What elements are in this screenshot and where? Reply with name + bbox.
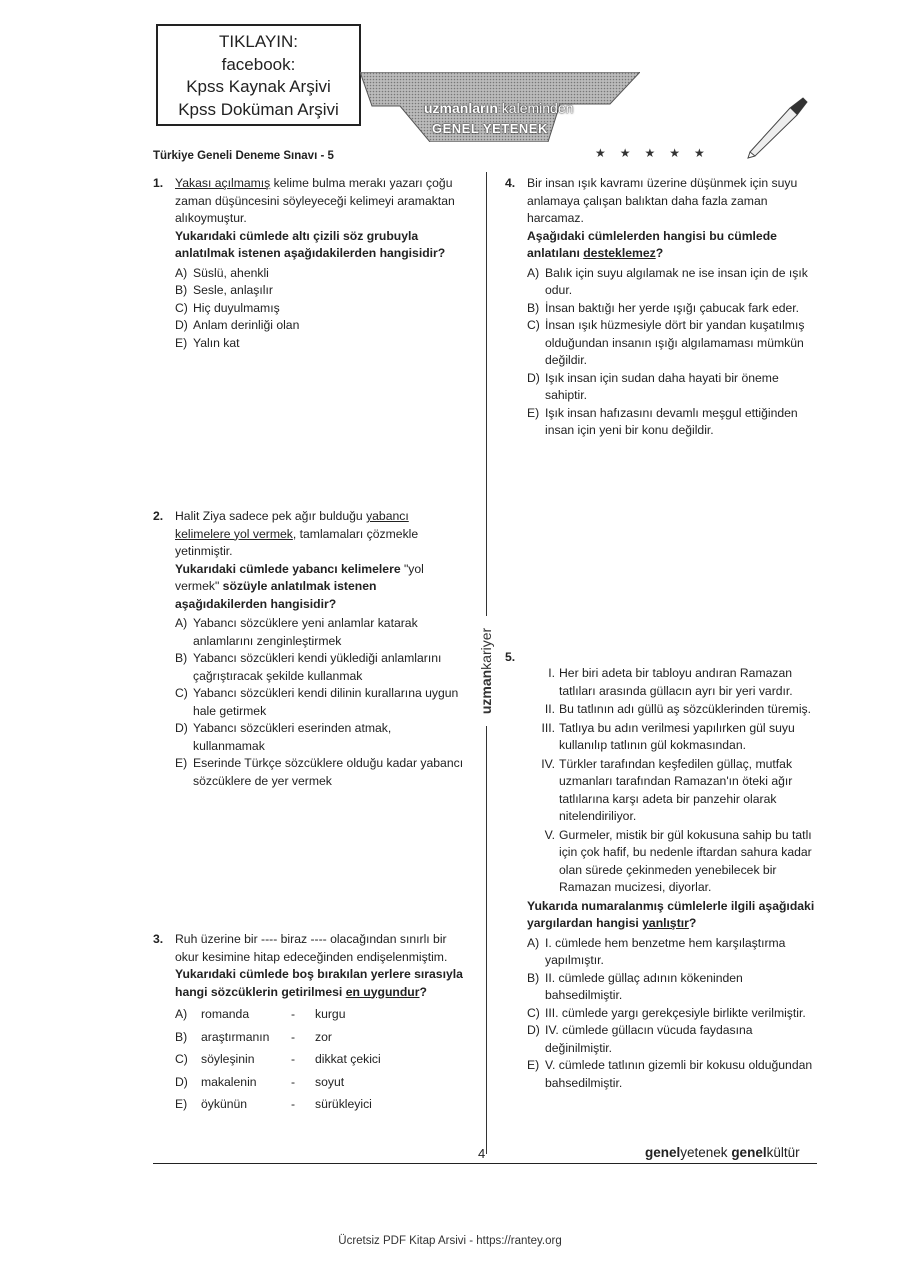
option-c-first: söyleşinin — [201, 1052, 255, 1066]
prompt-end: ? — [655, 246, 664, 260]
facebook-ad-box[interactable] — [156, 24, 361, 126]
option-text: Yabancı sözcükleri kendi dilinin kurallarına uygun hale getirmek — [193, 686, 459, 718]
footer-rule — [153, 1163, 817, 1164]
stem-text: kelime bulma merakı yazarı çoğu zaman düşüncesini söyleyeceği kelimeyi aramaktan alıkoymuştur. — [175, 176, 455, 225]
option-letter: A) — [175, 265, 188, 280]
option-b[interactable] — [527, 970, 817, 1005]
question-prompt: Yukarıdaki cümlede altı çizili söz grubuyla anlatılmak istenen aşağıdakilerden hangisidir? — [175, 228, 446, 260]
option-e-first: öykünün — [201, 1097, 248, 1111]
question-stem — [175, 508, 465, 561]
option-text: Balık için suyu algılamak ne ise insan için de ışık odur. — [545, 265, 808, 297]
rating-stars: ★★★★★ — [595, 146, 719, 160]
question-number: 2. — [153, 509, 164, 523]
statements-list — [527, 665, 817, 897]
option-text: V. cümlede tatlının gizemli bir kokusu olduğundan bahsedilmiştir. — [545, 1058, 813, 1090]
statement-1 — [533, 665, 817, 700]
question-stem: Ruh üzerine bir ---- biraz ---- olacağından sınırlı bir okur kesimine hitap edeceğinden endişelenmiştim. — [175, 932, 448, 964]
option-text: II. cümlede güllaç adının kökeninden bahsedilmiştir. — [545, 970, 743, 1002]
option-letter: B) — [175, 651, 188, 665]
option-letter: C) — [175, 300, 188, 315]
underlined-phrase: Yakası açılmamış — [175, 176, 271, 190]
option-c[interactable] — [527, 317, 817, 370]
question-2 — [153, 508, 465, 790]
question-number: 3. — [153, 932, 164, 946]
option-d[interactable] — [527, 370, 817, 405]
stem-text: , tamlamaları çözmekle yetinmiştir. — [175, 526, 419, 558]
option-e[interactable] — [175, 335, 465, 353]
question-number: 5. — [505, 650, 516, 664]
option-d[interactable] — [175, 720, 465, 755]
question-prompt — [527, 228, 817, 263]
footer-brand-bold-1: genel — [645, 1145, 681, 1160]
options-list — [527, 935, 817, 1093]
option-text: Yabancı sözcükleri eserinden atmak, kullanmamak — [193, 721, 392, 753]
option-b[interactable] — [175, 650, 465, 685]
option-letter: D) — [527, 370, 540, 385]
prompt-quote: "yol vermek" — [175, 561, 424, 593]
prompt-text: Yukarıdaki cümlede boş bırakılan yerlere sırasıyla hangi sözcüklerin getirilmesi — [175, 967, 463, 999]
option-d-first: makalenin — [201, 1074, 257, 1089]
roman-numeral: V. — [544, 827, 555, 842]
option-text: I. cümlede hem benzetme hem karşılaştırma yapılmıştır. — [545, 935, 786, 967]
option-d[interactable] — [175, 317, 465, 335]
statement-text: Bu tatlının adı güllü aş sözcüklerinden türemiş. — [559, 702, 812, 716]
roman-numeral: IV. — [541, 756, 555, 771]
statement-4 — [533, 756, 817, 826]
option-c-second: dikkat çekici — [315, 1052, 381, 1066]
options-list — [175, 265, 465, 353]
option-text: Işık insan için sudan daha hayati bir öneme sahiptir. — [545, 370, 779, 402]
option-c[interactable] — [175, 685, 465, 720]
option-letter: E) — [175, 335, 188, 350]
roman-numeral: I. — [548, 666, 555, 680]
option-letter: B) — [527, 300, 540, 315]
option-d[interactable] — [527, 1022, 817, 1057]
ad-line-1: TIKLAYIN: — [218, 32, 299, 51]
prompt-end: ? — [419, 984, 427, 999]
option-d-letter[interactable]: D) — [175, 1074, 188, 1089]
option-text: Hiç duyulmamış — [193, 300, 280, 315]
exam-title: Türkiye Geneli Deneme Sınavı - 5 — [153, 150, 334, 162]
option-a[interactable] — [175, 615, 465, 650]
option-text: Sesle, anlaşılır — [193, 283, 273, 297]
ad-line-4: Kpss Doküman Arşivi — [178, 99, 339, 119]
prompt-text: Yukarıda numaralanmış cümlelerle ilgili aşağıdaki yargılardan hangisi — [527, 898, 815, 930]
question-number: 4. — [505, 176, 516, 190]
underlined-phrase: yanlıştır — [642, 916, 689, 930]
vertical-brand-bold: uzman — [478, 669, 494, 715]
option-text: İnsan baktığı her yerde ışığı çabucak fark eder. — [545, 300, 800, 315]
question-5 — [505, 649, 817, 1092]
option-d-dash: - — [291, 1074, 296, 1089]
underlined-phrase: yabancı kelimelere yol vermek — [175, 509, 409, 541]
statement-5 — [533, 827, 817, 897]
vertical-brand-rest: kariyer — [478, 627, 494, 670]
option-e[interactable] — [527, 1057, 817, 1092]
option-letter: A) — [527, 935, 540, 950]
option-c[interactable] — [527, 1005, 817, 1023]
option-e-dash: - — [291, 1097, 296, 1111]
option-e-letter[interactable]: E) — [175, 1097, 188, 1111]
option-text: Süslü, ahenkli — [193, 265, 269, 280]
ad-line-3: Kpss Kaynak Arşivi — [186, 77, 331, 96]
option-e[interactable] — [527, 405, 817, 440]
option-b[interactable] — [527, 300, 817, 318]
stem-text: Halit Ziya sadece pek ağır bulduğu — [175, 509, 367, 523]
option-d-second: soyut — [315, 1074, 345, 1089]
statement-text: Her biri adeta bir tabloyu andıran Ramazan tatlıları arasında güllacın ayrı bir yeri vardır. — [559, 666, 793, 698]
option-a-dash: - — [291, 1007, 296, 1021]
ad-line-2: facebook: — [221, 54, 296, 74]
footer-brand — [645, 1145, 800, 1160]
underlined-phrase: en uygundur — [345, 984, 420, 999]
prompt-bold: sözüyle anlatılmak istenen aşağıdakilerden hangisidir? — [175, 579, 377, 611]
statement-2 — [533, 701, 817, 719]
option-text: Anlam derinliği olan — [193, 318, 300, 332]
roman-numeral: III. — [541, 720, 555, 735]
question-stem: Bir insan ışık kavramı üzerine düşünmek için suyu anlamaya çalışan balıktan daha fazla zaman harcamaz. — [527, 176, 798, 225]
prompt-end: ? — [688, 916, 697, 930]
footer-brand-bold-2: genel — [731, 1145, 767, 1160]
option-b[interactable] — [175, 282, 465, 300]
statement-text: Türkler tarafından keşfedilen güllaç, mutfak uzmanları tarafından Ramazan'ın öteki ağır tatlılarına karşı adeta bir panzehir olarak nitelendiriliyor. — [559, 756, 793, 823]
statement-text: Gurmeler, mistik bir gül kokusuna sahip bu tatlı için çok hafif, bu nedenle iftardan sahura kadar olan sürede çekinmeden yenebilecek bir Ramazan mucizesi, diyorlar. — [559, 827, 812, 894]
statement-3 — [533, 720, 817, 755]
option-letter: E) — [527, 405, 540, 420]
option-letter: E) — [175, 756, 188, 770]
option-letter: D) — [175, 721, 188, 735]
option-a-first: romanda — [201, 1007, 250, 1021]
option-c-letter[interactable]: C) — [175, 1052, 188, 1066]
options-list — [527, 265, 817, 440]
option-text: İnsan ışık hüzmesiyle dört bir yandan kuşatılmış olduğundan insanın ışığı algılamaması mümkün değildir. — [545, 318, 805, 367]
option-letter: B) — [175, 283, 188, 297]
option-b-letter[interactable]: B) — [175, 1029, 188, 1044]
option-a[interactable] — [527, 265, 817, 300]
option-letter: C) — [527, 318, 540, 332]
options-list — [175, 615, 465, 790]
option-text: Yabancı sözcüklere yeni anlamlar katarak anlamlarını zenginleştirmek — [193, 616, 418, 648]
option-a-letter[interactable]: A) — [175, 1007, 188, 1021]
option-letter: B) — [527, 970, 540, 985]
option-text: Yabancı sözcükleri kendi yüklediği anlamlarını çağrıştıracak şekilde kullanmak — [193, 651, 442, 683]
page-number: 4 — [478, 1146, 486, 1161]
option-letter: C) — [175, 686, 188, 700]
prompt-text: Aşağıdaki cümlelerden hangisi bu cümlede anlatılanı — [527, 228, 777, 260]
banner-brand-bold: uzmanların — [424, 100, 498, 116]
option-e[interactable] — [175, 755, 465, 790]
option-letter: E) — [527, 1058, 540, 1072]
option-a[interactable] — [527, 935, 817, 970]
option-c-dash: - — [291, 1052, 296, 1066]
footer-brand-rest-1: yetenek — [680, 1145, 732, 1160]
option-text: Yalın kat — [193, 335, 240, 350]
question-prompt — [175, 966, 465, 1001]
option-letter: D) — [527, 1023, 540, 1037]
option-letter: C) — [527, 1005, 540, 1020]
option-letter: A) — [527, 265, 540, 280]
option-text: Eserinde Türkçe sözcüklere olduğu kadar yabancı sözcüklere de yer vermek — [193, 756, 464, 788]
option-a[interactable] — [175, 265, 465, 283]
option-letter: A) — [175, 616, 188, 630]
question-prompt — [527, 898, 817, 933]
statement-text: Tatlıya bu adın verilmesi yapılırken gül suyu kullanılıp tatlının gül kokmasından. — [559, 720, 795, 752]
question-1 — [153, 175, 465, 352]
question-4 — [505, 175, 817, 440]
roman-numeral: II. — [544, 702, 555, 716]
option-b-second: zor — [315, 1029, 332, 1044]
option-e-second: sürükleyici — [315, 1097, 372, 1111]
option-text: III. cümlede yargı gerekçesiyle birlikte verilmiştir. — [545, 1005, 806, 1020]
vertical-brand — [478, 628, 494, 714]
option-b-first: araştırmanın — [201, 1029, 270, 1044]
option-c[interactable] — [175, 300, 465, 318]
footer-brand-rest-2: kültür — [766, 1145, 800, 1160]
banner-brand — [424, 100, 573, 116]
banner-subject: GENEL YETENEK — [432, 121, 548, 136]
option-letter: D) — [175, 318, 188, 332]
options-grid — [175, 1006, 465, 1114]
underlined-phrase: desteklemez — [583, 246, 656, 260]
option-text: Işık insan hafızasını devamlı meşgul ettiğinden insan için yeni bir konu değildir. — [545, 405, 798, 437]
question-number: 1. — [153, 176, 164, 190]
question-stem — [175, 175, 465, 228]
pen-icon — [745, 90, 815, 160]
option-text: IV. cümlede güllacın vücuda faydasına değinilmiştir. — [545, 1023, 753, 1055]
option-b-dash: - — [291, 1029, 296, 1044]
option-a-second: kurgu — [315, 1007, 346, 1021]
question-prompt — [175, 561, 465, 614]
banner-brand-rest: kaleminden — [501, 100, 574, 116]
prompt-bold: Yukarıdaki cümlede yabancı kelimelere — [175, 561, 401, 576]
question-3 — [153, 931, 465, 1114]
site-credit[interactable]: Ücretsiz PDF Kitap Arsivi - https://rantey.org — [338, 1235, 562, 1247]
